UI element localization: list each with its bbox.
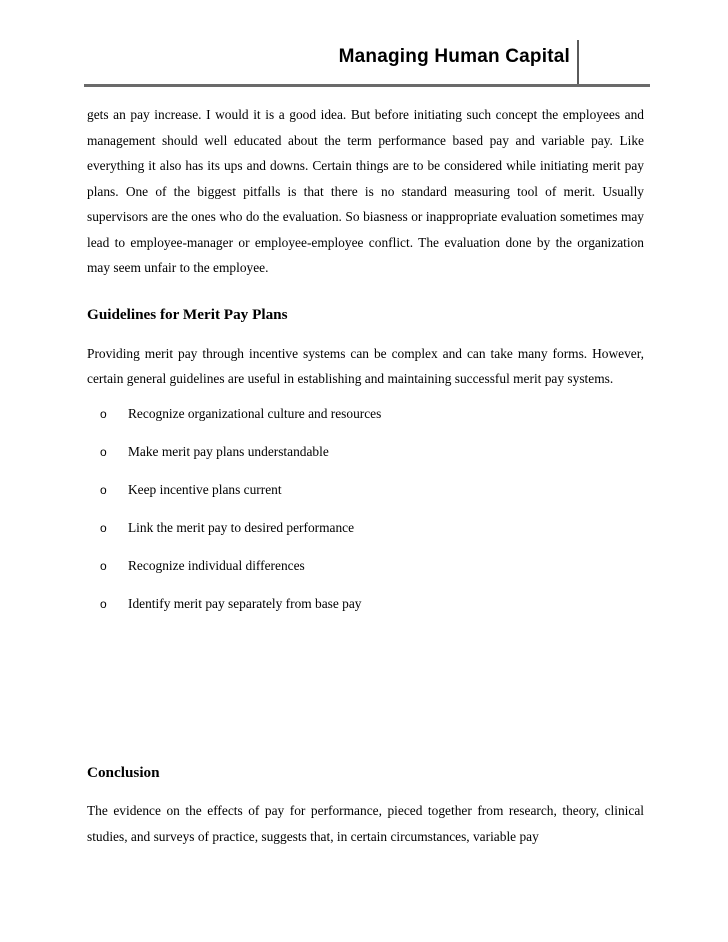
heading-conclusion: Conclusion xyxy=(87,764,160,781)
paragraph-intro: gets an pay increase. I would it is a good idea. But before initiating such concept the employees and management should well educated about the term performance based pay and variable pay. Like everything it also has its ups and downs. Certain things are to be considered while initiating merit pay plans. One of the biggest pitfalls is that there is no standard measuring tool of merit. Usually supervisors are the ones who do the evaluation. So biasness or inappropriate evaluation sometimes may lead to employee-manager or employee-employee conflict. The evaluation done by the organization may seem unfair to the employee. xyxy=(87,107,644,275)
header-vertical-rule xyxy=(577,40,579,86)
page-header xyxy=(0,0,728,90)
bullet-circle-icon: o xyxy=(100,520,107,535)
list-item xyxy=(87,556,644,594)
list-item-text: Link the merit pay to desired performance xyxy=(128,519,355,535)
bullet-circle-icon: o xyxy=(100,406,107,421)
list-item-text: Recognize individual differences xyxy=(128,557,305,573)
bullet-circle-icon: o xyxy=(100,482,107,497)
guidelines-list xyxy=(87,404,644,632)
list-item-text: Identify merit pay separately from base pay xyxy=(128,595,362,611)
paragraph-conclusion: The evidence on the effects of pay for performance, pieced together from research, theory, clinical studies, and surveys of practice, suggests that, in certain circumstances, variable pay xyxy=(87,803,644,844)
list-item-text: Keep incentive plans current xyxy=(128,481,282,497)
header-horizontal-rule xyxy=(84,84,650,87)
list-item-text: Recognize organizational culture and resources xyxy=(128,405,382,421)
paragraph-guidelines: Providing merit pay through incentive systems can be complex and can take many forms. However, certain general guidelines are useful in establishing and maintaining successful merit pay systems. xyxy=(87,345,644,386)
bullet-circle-icon: o xyxy=(100,444,107,459)
list-item xyxy=(87,404,644,442)
header-title: Managing Human Capital xyxy=(338,46,570,67)
list-item xyxy=(87,480,644,518)
heading-guidelines: Guidelines for Merit Pay Plans xyxy=(87,305,288,323)
bullet-circle-icon: o xyxy=(100,558,107,573)
list-item xyxy=(87,518,644,556)
list-item-text: Make merit pay plans understandable xyxy=(128,443,329,459)
bullet-circle-icon: o xyxy=(100,596,107,611)
document-body xyxy=(87,102,644,632)
list-item xyxy=(87,442,644,480)
list-item xyxy=(87,594,644,632)
